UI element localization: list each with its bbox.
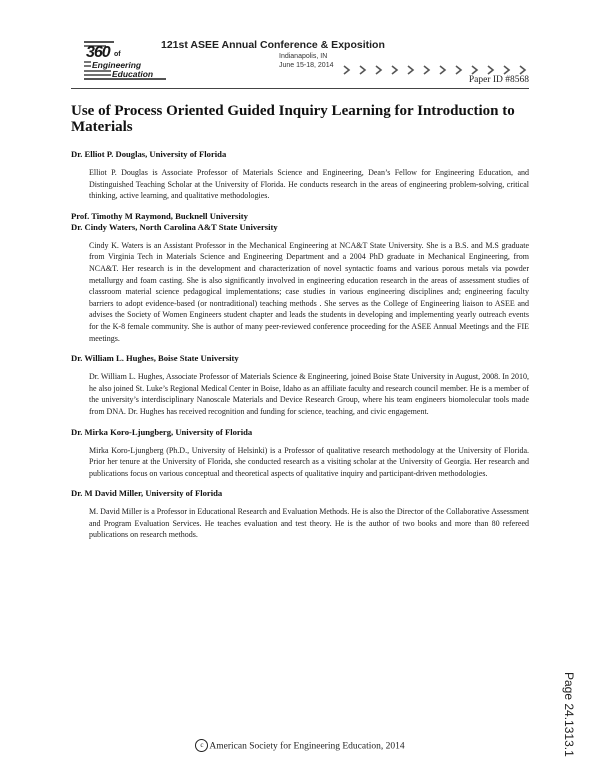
copyright-icon: c [195, 739, 208, 752]
author-bio: Elliot P. Douglas is Associate Professor of Materials Science and Engineering, Dean’s Fellow for Engineering Education, and Distinguished Teaching Scholar at the University of Florida. He conducts research in the areas of engineering problem-solving, critical thinking, active learning, and qualitative methodologies. [89, 168, 529, 201]
author-name: Prof. Timothy M Raymond, Bucknell University [71, 210, 248, 221]
logo-engineering: Engineering [92, 60, 142, 70]
author-name: Dr. Elliot P. Douglas, University of Florida [71, 149, 227, 159]
conference-title: 121st ASEE Annual Conference & Exposition [161, 39, 385, 51]
header-divider [71, 88, 529, 89]
author-block [71, 149, 529, 202]
author-name: Dr. M David Miller, University of Florida [71, 488, 223, 499]
conference-header [0, 0, 600, 92]
paper-title: Use of Process Oriented Guided Inquiry Learning for Introduction to Materials [71, 103, 515, 135]
paper-id: Paper ID #8568 [468, 75, 529, 85]
logo-of: of [114, 51, 121, 58]
author-block [71, 488, 529, 541]
logo-number: 360 [86, 44, 110, 61]
author-block [71, 211, 529, 344]
author-bio: Dr. William L. Hughes, Associate Professor of Materials Science & Engineering, joined Boise State University in August, 2008. In 2010, he also joined St. Luke’s Regional Medical Center in Boise, Idaho as an affiliate faculty and research council member. He is a member of the university’s interdisciplinary Nanoscale Materials and Device Research Group, where his team engineers biomolecular tools made from DNA. Dr. Hughes has received recognition and funding for science, teaching, and civic engagement. [89, 372, 529, 416]
author-bio: Mirka Koro-Ljungberg (Ph.D., University of Helsinki) is a Professor of qualitative research methodology at the University of Florida. Prior her tenure at the University of Florida, she conducted research as a visiting scholar at the University of Georgia. Her research and publications focus on various conceptual and theoretical aspects of qualitative inquiry and participant-driven methodologies. [89, 445, 529, 478]
copyright-text: American Society for Engineering Education, 2014 [209, 741, 405, 752]
copyright-notice [0, 740, 600, 753]
asee-360-logo [84, 38, 166, 80]
author-name: Dr. Cindy Waters, North Carolina A&T State University [71, 221, 278, 232]
logo-education: Education [112, 69, 154, 79]
author-bio: M. David Miller is a Professor in Educational Research and Evaluation Methods. He is also the Director of the Collaborative Assessment and Program Evaluation Services. He teaches evaluation and test theory. He is the author of two books and more than 80 refereed publications on research methods. [89, 507, 529, 540]
page-number: Page 24.1313.1 [562, 672, 576, 757]
author-name: Dr. Mirka Koro-Ljungberg, University of Florida [71, 426, 253, 437]
author-block [71, 353, 529, 417]
paper-content [71, 103, 529, 550]
author-block [71, 427, 529, 480]
conference-city: Indianapolis, IN [279, 53, 328, 60]
author-bio: Cindy K. Waters is an Assistant Professor in the Mechanical Engineering at NCA&T State University. She is a B.S. and M.S graduate from Virginia Tech in Materials Science and Engineering Department and a 2004 PhD graduate in Mechanical Engineering, from NCA&T. Her research is in the development and characterization of novel syntactic foams and various porous metals via powder metallurgy and foam casting. She is also significantly involved in engineering education research in the areas of assessment studies of classroom material science pedagogical implementations; case studies in various engineering disciplines and; engineering faculty barriers to adopt evidence-based (or nontraditional) teaching methods . She serves as the College of Engineering liaison to ASEE and advises the Society of Women Engineers student chapter and leads the students in developing and implementing yearly outreach events for the K-8 female community. She is author of many peer-reviewed conference proceeding for the ASEE Annual Meetings and the FIE meetings. [89, 240, 529, 343]
author-name: Dr. William L. Hughes, Boise State University [71, 353, 239, 364]
conference-date: June 15-18, 2014 [279, 62, 334, 69]
